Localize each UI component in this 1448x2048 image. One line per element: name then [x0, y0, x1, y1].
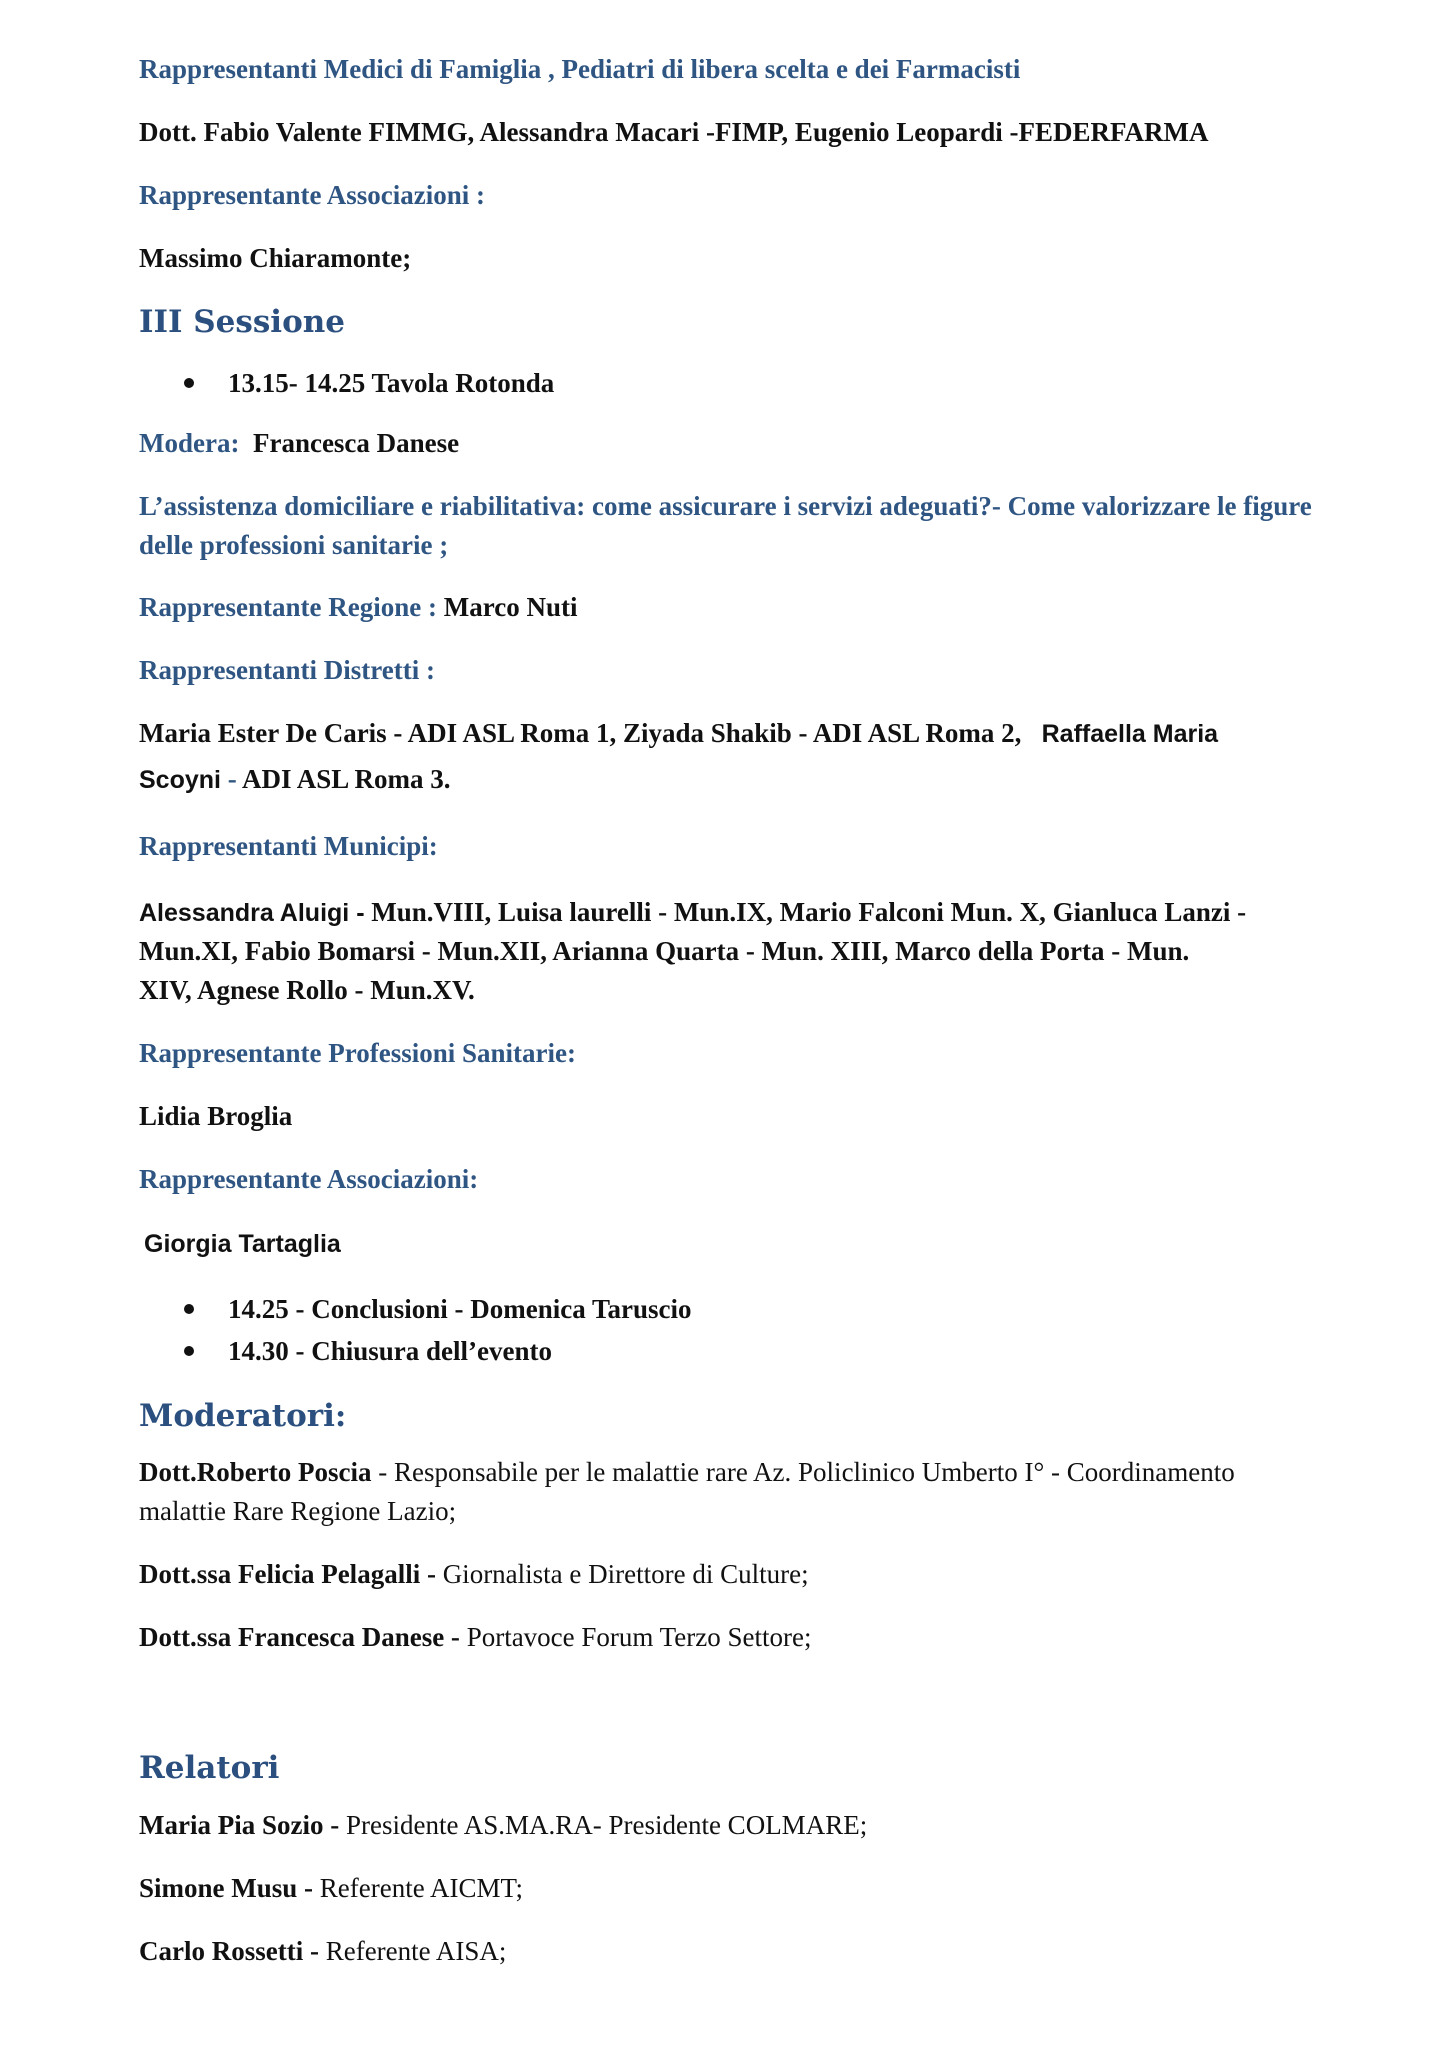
moderatore-role: Portavoce Forum Terzo Settore; [459, 1622, 812, 1652]
municipi-text: Mun.VIII, Luisa laurelli - Mun.IX, Mario Falconi Mun. X, Gianluca Lanzi - [364, 897, 1247, 927]
moderatore-name: Dott.Roberto Poscia [139, 1457, 372, 1487]
moderatore-role: Responsabile per le malattie rare Az. Policlinico Umberto I° - Coordinamento [393, 1457, 1235, 1487]
bullet-icon [184, 1346, 194, 1356]
associazioni-name: Massimo Chiaramonte; [139, 243, 412, 273]
municipi-line3: XIV, Agnese Rollo - Mun.XV. [139, 975, 475, 1005]
municipi-first-name: Alessandra Aluigi - [139, 899, 365, 927]
bullet-text: 13.15- 14.25 Tavola Rotonda [228, 368, 555, 398]
relatore-role: Referente AISA; [318, 1936, 507, 1966]
relatore-item [139, 1869, 1339, 1908]
list-item [180, 362, 554, 404]
associazioni-name: Giorgia Tartaglia [144, 1230, 341, 1258]
closing-list [180, 1288, 692, 1372]
professioni-label: Rappresentante Professioni Sanitarie: [139, 1038, 576, 1068]
distretti-dash: - [220, 764, 242, 794]
list-item [180, 1330, 692, 1372]
regione-name: Marco Nuti [443, 592, 578, 622]
distretti-text: ADI ASL Roma 3. [242, 764, 451, 794]
moderatore-item [139, 1453, 1339, 1492]
distretti-text: Maria Ester De Caris - ADI ASL Roma 1, Ziyada Shakib - ADI ASL Roma 2, [139, 718, 1022, 748]
session-topic: L’assistenza domiciliare e riabilitativa: come assicurare i servizi adeguati?- Come valorizzare le figure delle professioni sanitarie ; [139, 491, 1312, 560]
mmg-names: Dott. Fabio Valente FIMMG, Alessandra Macari -FIMP, Eugenio Leopardi -FEDERFARMA [139, 117, 1209, 147]
relatore-item [139, 1806, 1339, 1845]
moderatore-item [139, 1555, 1339, 1594]
session-bullet-list [180, 362, 554, 404]
relatore-name: Simone Musu - [139, 1873, 314, 1903]
distretti-line2 [139, 760, 1339, 800]
professioni-name: Lidia Broglia [139, 1101, 293, 1131]
bullet-text: 14.30 - Chiusura dell’evento [228, 1336, 552, 1366]
relatore-role: Referente AICMT; [313, 1873, 523, 1903]
mmg-heading: Rappresentanti Medici di Famiglia , Pediatri di libera scelta e dei Farmacisti [139, 54, 1021, 84]
regione-line [139, 588, 1339, 627]
distretti-name-sans: Raffaella Maria [1041, 720, 1219, 748]
relatore-name: Maria Pia Sozio - [139, 1810, 340, 1840]
bullet-icon [184, 378, 194, 388]
session-title: III Sessione [139, 304, 346, 340]
relatore-role: Presidente AS.MA.RA- Presidente COLMARE; [339, 1810, 868, 1840]
modera-line [139, 424, 1339, 463]
distretti-label: Rappresentanti Distretti : [139, 655, 435, 685]
modera-label: Modera: [139, 428, 240, 458]
modera-name: Francesca Danese [252, 428, 460, 458]
municipi-line2: Mun.XI, Fabio Bomarsi - Mun.XII, Arianna Quarta - Mun. XIII, Marco della Porta - Mun. [139, 936, 1190, 966]
moderatore-role-line2: malattie Rare Regione Lazio; [139, 1496, 457, 1526]
municipi-line1 [139, 893, 1339, 933]
moderatore-name: Dott.ssa Francesca Danese - [139, 1622, 460, 1652]
list-item [180, 1288, 692, 1330]
distretti-line1 [139, 714, 1339, 754]
associazioni-label: Rappresentante Associazioni: [139, 1164, 479, 1194]
associazioni-heading: Rappresentante Associazioni : [139, 180, 486, 210]
moderatore-item [139, 1618, 1339, 1657]
distretti-name-sans: Scoyni [139, 766, 221, 794]
municipi-label: Rappresentanti Municipi: [139, 831, 438, 861]
moderatore-name: Dott.ssa Felicia Pelagalli - [139, 1559, 436, 1589]
relatore-item [139, 1932, 1339, 1971]
moderatori-title: Moderatori: [139, 1398, 347, 1434]
bullet-text: 14.25 - Conclusioni - Domenica Taruscio [228, 1294, 692, 1324]
bullet-icon [184, 1304, 194, 1314]
moderatore-role: Giornalista e Direttore di Culture; [435, 1559, 809, 1589]
relatori-title: Relatori [139, 1750, 280, 1786]
separator: - [371, 1457, 394, 1487]
relatore-name: Carlo Rossetti - [139, 1936, 319, 1966]
regione-label: Rappresentante Regione : [139, 592, 437, 622]
